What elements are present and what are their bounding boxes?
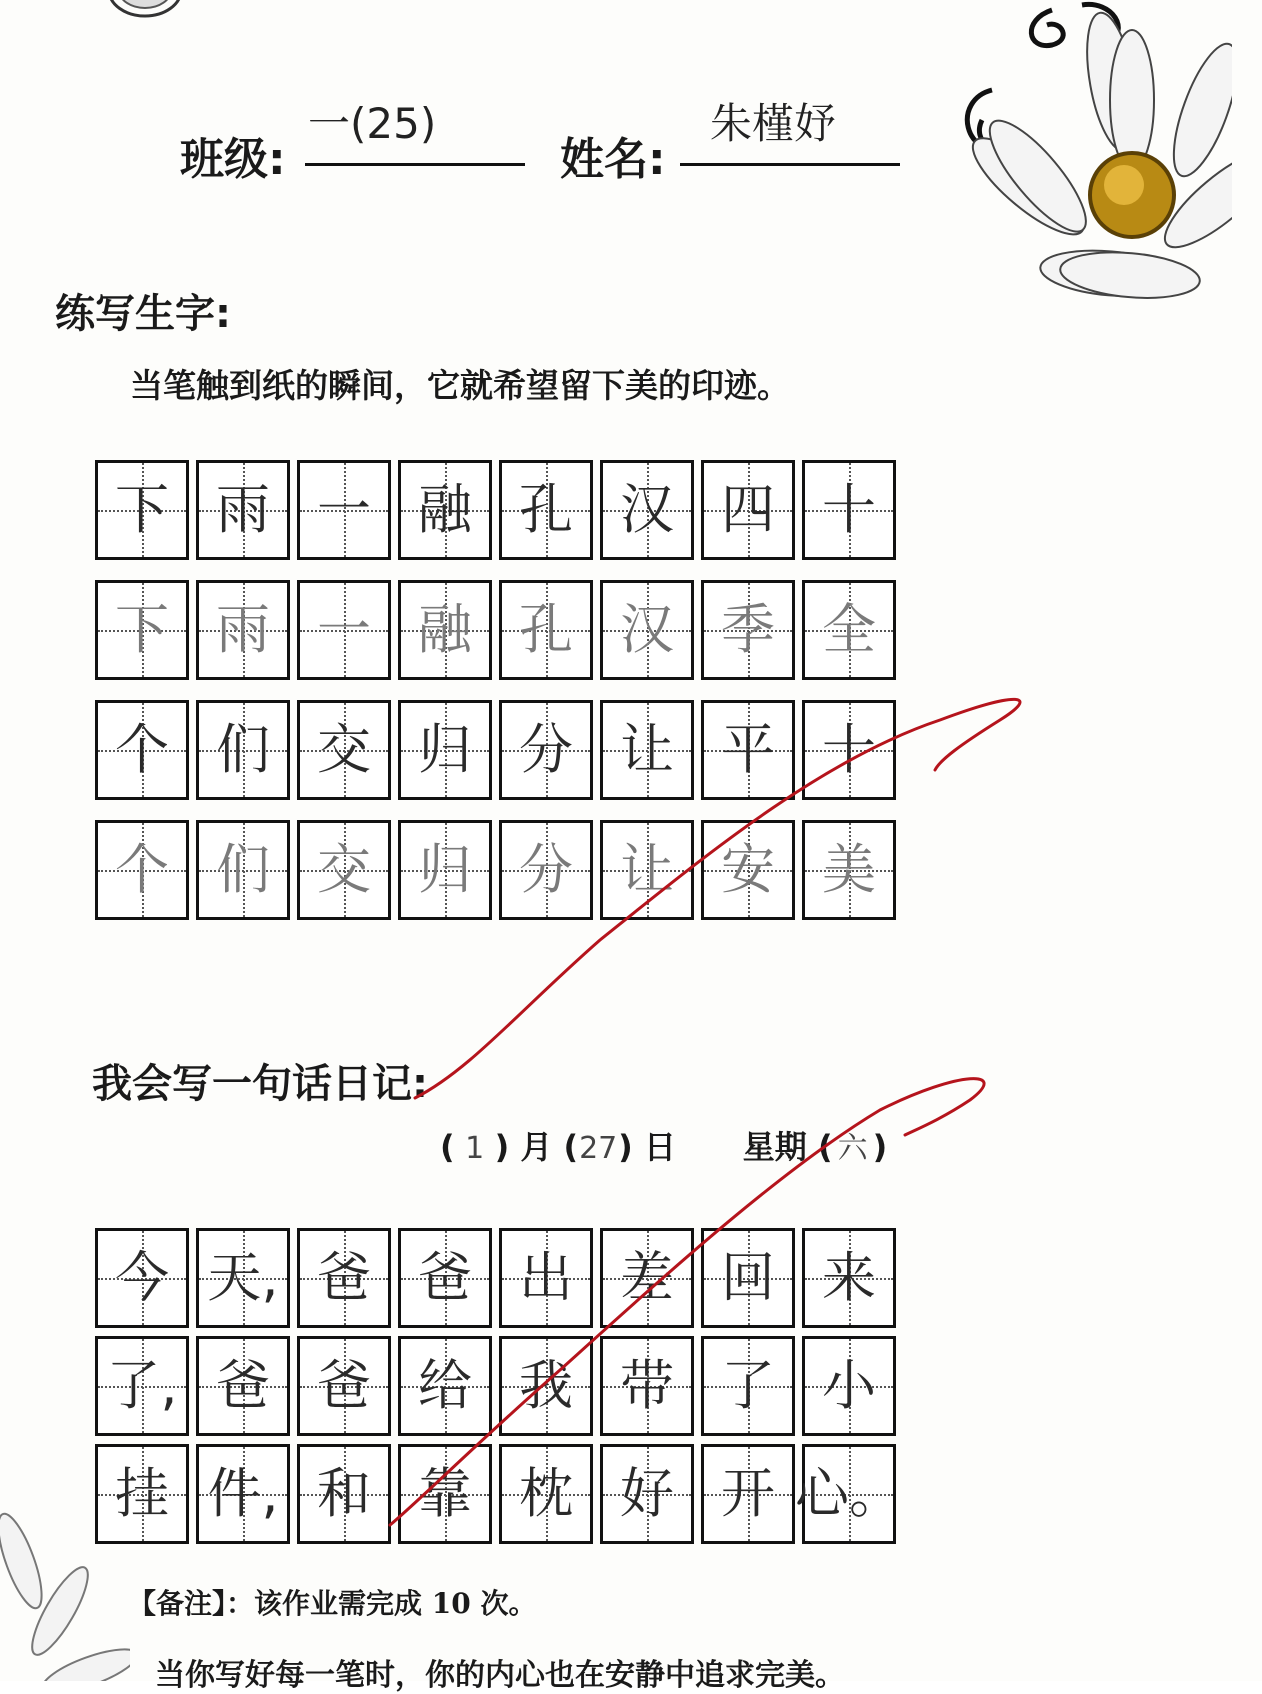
practice-character: 融 [418,478,472,541]
practice-cell [398,580,492,680]
practice-character: 十 [822,478,876,541]
diary-character: 带 [620,1354,674,1417]
diary-character: 爸 [418,1246,472,1309]
diary-cell [196,1228,290,1328]
practice-row [95,700,896,800]
diary-cell [499,1336,593,1436]
diary-cell [499,1444,593,1544]
diary-cell [795,1444,903,1544]
diary-character: 了, [106,1354,178,1417]
practice-cell [499,700,593,800]
weekday-label: 星期 [742,1128,807,1166]
diary-character: 爸 [216,1354,270,1417]
diary-character: 了 [721,1354,775,1417]
diary-character: 差 [620,1246,674,1309]
practice-cell [802,580,896,680]
practice-character: 孔 [519,478,573,541]
class-underline [305,163,525,166]
practice-character: 让 [620,718,674,781]
practice-character: 下 [115,478,169,541]
student-info-header [180,85,920,185]
diary-title: 我会写一句话日记: [92,1061,428,1107]
diary-character: 件, [207,1462,279,1525]
day-label: 日 [643,1128,676,1166]
practice-cell [600,460,694,560]
month-label: 月 [520,1128,553,1166]
practice-character: 让 [620,838,674,901]
diary-cell [95,1336,189,1436]
diary-character: 爸 [317,1246,371,1309]
practice-cell [600,820,694,920]
practice-cell [95,580,189,680]
class-label: 班级: [180,134,286,185]
practice-character: 们 [216,718,270,781]
diary-character: 回 [721,1246,775,1309]
practice-character: 们 [216,838,270,901]
diary-cell [600,1228,694,1328]
diary-cell [600,1336,694,1436]
practice-cell [95,460,189,560]
diary-character: 天, [207,1246,279,1309]
practice-character: 交 [317,718,371,781]
practice-cell [297,580,391,680]
diary-cell [802,1336,896,1436]
diary-character: 心。 [795,1462,903,1525]
diary-cell [802,1228,896,1328]
diary-character: 来 [822,1246,876,1309]
practice-character: 全 [822,598,876,661]
diary-cell [398,1228,492,1328]
name-label: 姓名: [560,134,666,185]
practice-character: 汉 [620,598,674,661]
diary-grid [95,1228,903,1552]
diary-cell [196,1444,290,1544]
practice-character: 一 [317,478,371,541]
diary-cell [398,1336,492,1436]
diary-cell [499,1228,593,1328]
practice-cell [701,460,795,560]
diary-character: 好 [620,1462,674,1525]
practice-cell [398,460,492,560]
diary-cell [297,1336,391,1436]
diary-character: 枕 [519,1462,573,1525]
diary-date: ( 1 ) 月 (27) 日 星期 ( 六 ) [440,1122,887,1168]
diary-cell [297,1228,391,1328]
practice-cell [499,820,593,920]
diary-character: 挂 [115,1462,169,1525]
practice-cell [297,460,391,560]
practice-character: 交 [317,838,371,901]
practice-cell [196,460,290,560]
practice-cell [297,700,391,800]
practice-character: 雨 [216,598,270,661]
practice-character: 个 [115,718,169,781]
practice-character: 个 [115,838,169,901]
practice-title: 练写生字: [55,291,231,337]
diary-cell [196,1336,290,1436]
name-underline [680,163,900,166]
practice-cell [196,700,290,800]
practice-cell [701,580,795,680]
diary-row [95,1228,896,1328]
school-logo-icon [105,0,185,20]
practice-cell [600,580,694,680]
practice-character: 平 [721,718,775,781]
practice-character: 分 [519,838,573,901]
practice-row [95,580,896,680]
practice-cell [196,820,290,920]
daisy-decoration-icon [932,0,1232,340]
practice-cell [701,820,795,920]
diary-cell [95,1444,189,1544]
practice-cell [802,700,896,800]
practice-character: 美 [822,838,876,901]
practice-character: 孔 [519,598,573,661]
class-value: 一(25) [308,99,437,148]
diary-cell [701,1228,795,1328]
practice-cell [398,820,492,920]
practice-cell [95,820,189,920]
diary-character: 我 [519,1354,573,1417]
diary-character: 今 [115,1246,169,1309]
practice-cell [297,820,391,920]
practice-character: 分 [519,718,573,781]
practice-cell [398,700,492,800]
practice-cell [196,580,290,680]
practice-cell [802,460,896,560]
practice-cell [499,460,593,560]
practice-cell [701,700,795,800]
practice-row [95,460,896,560]
diary-cell [600,1444,694,1544]
diary-character: 小 [822,1354,876,1417]
practice-character: 归 [418,838,472,901]
diary-row [95,1444,903,1544]
diary-character: 给 [418,1354,472,1417]
diary-character: 靠 [418,1462,472,1525]
practice-character: 安 [721,838,775,901]
practice-cell [95,700,189,800]
diary-month: 1 [465,1131,485,1166]
practice-character: 融 [418,598,472,661]
practice-cell [600,700,694,800]
footer-quote: 当你写好每一笔时，你的内心也在安静中追求完美。 [155,1658,845,1693]
diary-cell [297,1444,391,1544]
practice-character: 雨 [216,478,270,541]
practice-character: 十 [822,718,876,781]
practice-cell [499,580,593,680]
diary-cell [701,1444,795,1544]
diary-character: 和 [317,1462,371,1525]
diary-cell [398,1444,492,1544]
practice-grid [95,460,896,940]
diary-character: 开 [721,1462,775,1525]
diary-character: 出 [519,1246,573,1309]
practice-character: 下 [115,598,169,661]
diary-cell [701,1336,795,1436]
name-value: 朱槿妤 [710,99,837,148]
practice-character: 归 [418,718,472,781]
practice-character: 汉 [620,478,674,541]
practice-character: 一 [317,598,371,661]
practice-cell [802,820,896,920]
practice-row [95,820,896,920]
diary-row [95,1336,896,1436]
practice-subtitle: 当笔触到纸的瞬间，它就希望留下美的印迹。 [130,366,790,405]
homework-note: 【备注】：该作业需完成 10 次。 [128,1587,537,1620]
practice-character: 季 [721,598,775,661]
diary-cell [95,1228,189,1328]
practice-character: 四 [721,478,775,541]
diary-weekday: 六 [837,1131,868,1166]
diary-day: 27 [579,1131,618,1166]
diary-character: 爸 [317,1354,371,1417]
